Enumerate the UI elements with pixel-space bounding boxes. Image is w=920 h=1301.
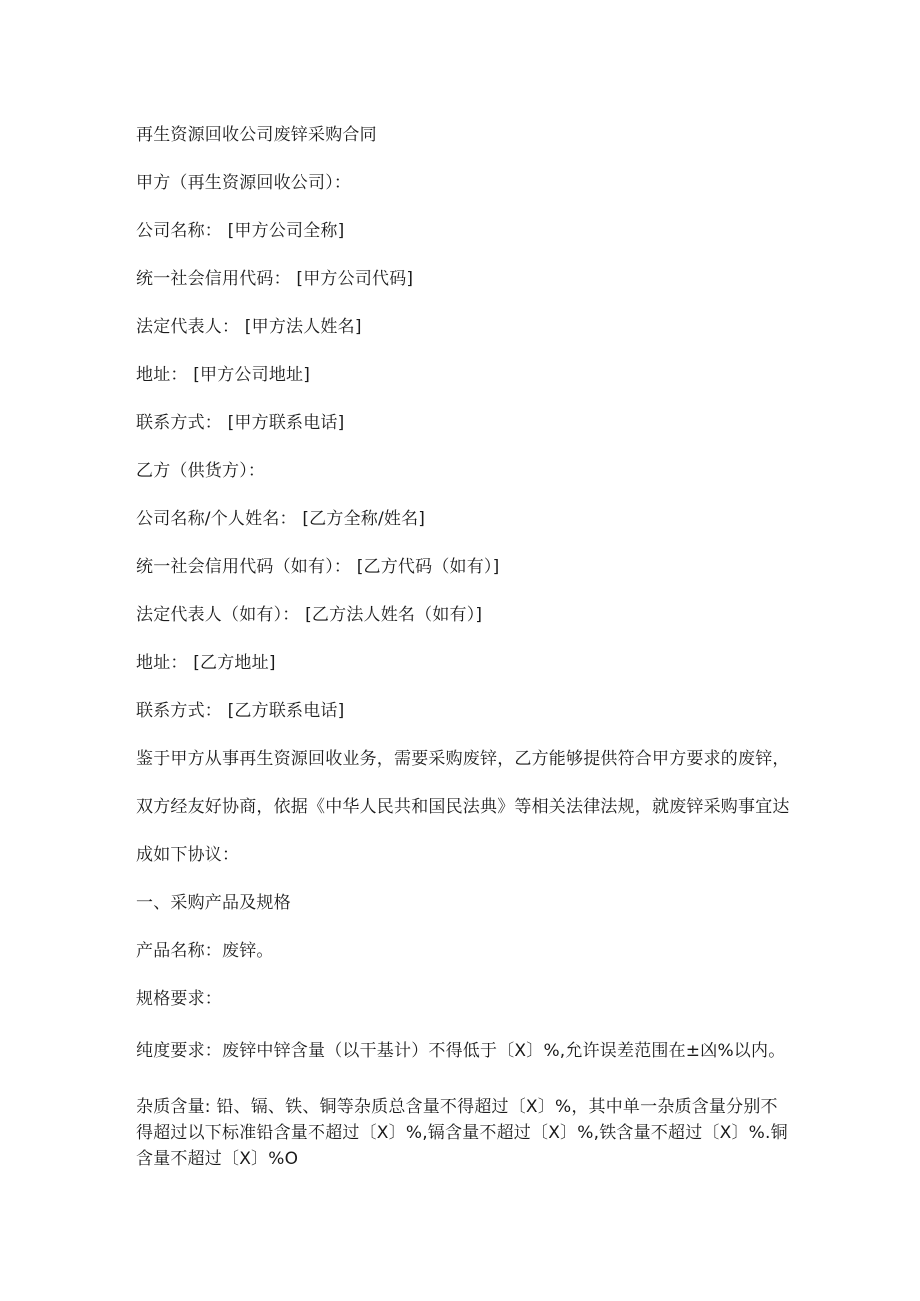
preamble-line: 鉴于甲方从事再生资源回收业务，需要采购废锌，乙方能够提供符合甲方要求的废锌，	[136, 749, 790, 769]
party-b-legal-rep: 法定代表人（如有）： [乙方法人姓名（如有）]	[136, 605, 483, 625]
impurity-requirement: 杂质含量: 铅、镉、铁、铜等杂质总含量不得超过〔X〕%，其中单一杂质含量分别不得超过以下标准铅含量不超过〔X〕%,镉含量不超过〔X〕%,铁含量不超过〔X〕%.铜含量不超过〔X〕%O	[136, 1097, 788, 1169]
party-b-heading: 乙方（供货方）：	[136, 461, 266, 481]
document-title: 再生资源回收公司废锌采购合同	[136, 125, 377, 145]
party-a-legal-rep: 法定代表人： [甲方法人姓名]	[136, 317, 362, 337]
party-b-address: 地址： [乙方地址]	[136, 653, 276, 673]
party-a-credit-code: 统一社会信用代码： [甲方公司代码]	[136, 269, 414, 289]
party-a-company-name: 公司名称： [甲方公司全称]	[136, 221, 345, 241]
product-name: 产品名称：废锌。	[136, 941, 274, 961]
party-b-credit-code: 统一社会信用代码（如有）： [乙方代码（如有）]	[136, 557, 500, 577]
party-a-address: 地址： [甲方公司地址]	[136, 365, 311, 385]
party-a-contact: 联系方式： [甲方联系电话]	[136, 413, 345, 433]
spec-heading: 规格要求：	[136, 989, 222, 1009]
section1-heading: 一、采购产品及规格	[136, 893, 291, 913]
party-b-company-name: 公司名称/个人姓名： [乙方全称/姓名]	[136, 509, 426, 529]
party-b-contact: 联系方式： [乙方联系电话]	[136, 701, 345, 721]
preamble-line: 成如下协议：	[136, 845, 240, 865]
preamble-line: 双方经友好协商，依据《中华人民共和国民法典》等相关法律法规，就废锌采购事宜达	[136, 797, 790, 817]
purity-requirement: 纯度要求：废锌中锌含量（以干基计）不得低于〔X〕%,允许误差范围在±凶%以内。	[136, 1041, 786, 1061]
party-a-heading: 甲方（再生资源回收公司）：	[136, 173, 352, 193]
